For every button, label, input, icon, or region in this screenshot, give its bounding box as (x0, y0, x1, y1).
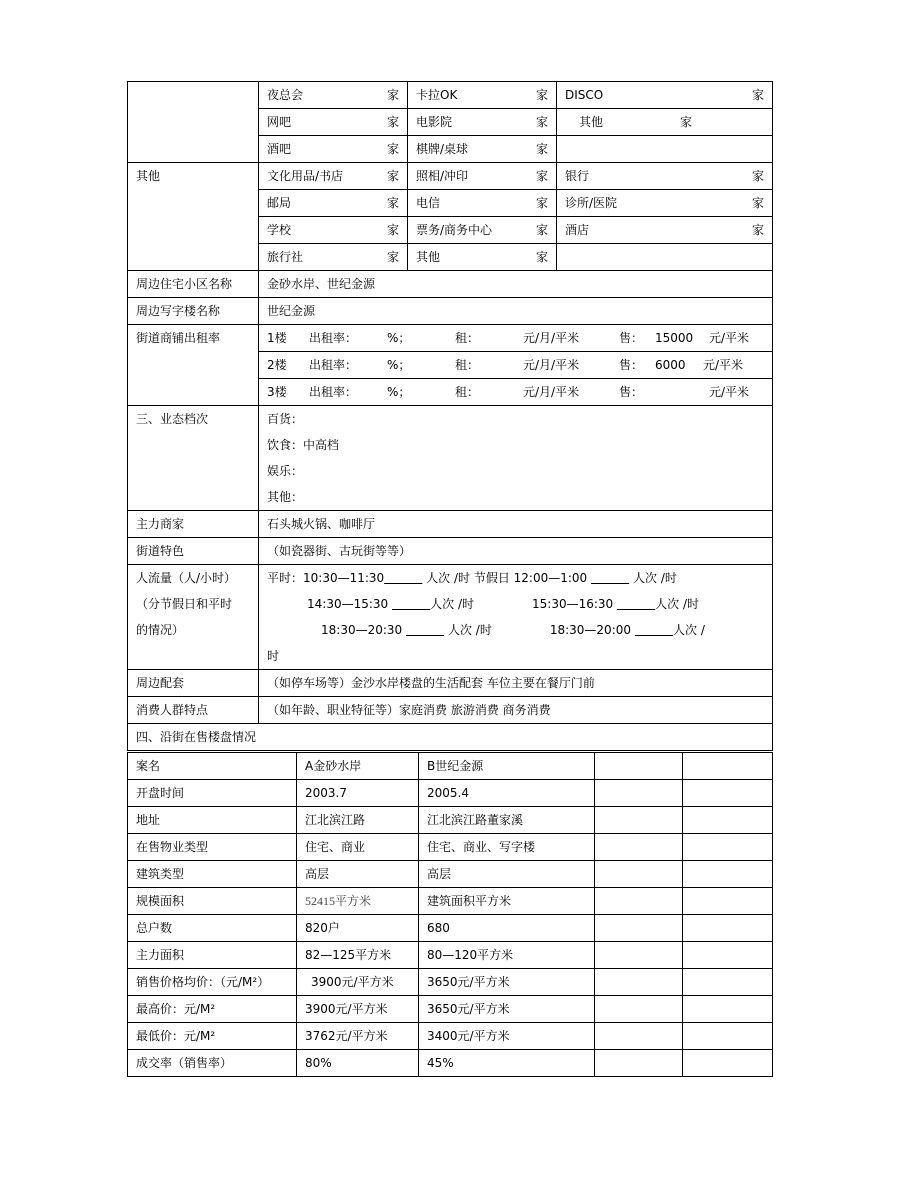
traffic-line (267, 617, 764, 643)
empty-cell (595, 1023, 683, 1050)
pct-label: %； (387, 385, 411, 399)
traffic-line (267, 565, 764, 591)
table-row (128, 888, 773, 915)
shop-rate-label-cell (128, 325, 259, 406)
cell-a: 3900元/平方米 (297, 969, 419, 996)
cell (259, 163, 408, 190)
format-line: 百货： (267, 412, 304, 426)
traffic-text: 人次 / (673, 623, 705, 637)
cell-a: 3762元/平方米 (297, 1023, 419, 1050)
traffic-text: 人次 /时 (633, 571, 677, 585)
row-label: 主力面积 (128, 942, 297, 969)
format-label: 三、业态档次 (136, 412, 209, 426)
empty-cell (595, 915, 683, 942)
traffic-text: 人次 /时 (655, 597, 700, 611)
cell (408, 244, 557, 271)
row-label: 销售价格均价：（元/M²） (128, 969, 297, 996)
empty-cell (683, 969, 773, 996)
traffic-label: 的情况） (136, 623, 185, 637)
cell (557, 244, 773, 271)
table-row (128, 996, 773, 1023)
entertainment-label-cell (128, 82, 259, 163)
street-label: 街道特色 (136, 544, 185, 558)
empty-cell (595, 834, 683, 861)
empty-cell (683, 780, 773, 807)
empty-cell (595, 1050, 683, 1077)
format-line: 其他： (267, 490, 304, 504)
format-line: 娱乐： (267, 464, 304, 478)
traffic-text: 18:30—20:00 (549, 623, 632, 637)
other-ent-label: 其他 (579, 115, 604, 129)
traffic-label-cell (128, 565, 259, 670)
cinema-label: 电影院 (416, 115, 453, 129)
street-value: （如瓷器街、古玩街等等） (267, 544, 412, 558)
unit: 家 (535, 115, 548, 129)
table-row (128, 1023, 773, 1050)
nightclub-label: 夜总会 (267, 88, 304, 102)
row-label: 建筑类型 (128, 861, 297, 888)
merchant-value: 石头城火锅、咖啡厅 (267, 517, 376, 531)
merchant-label-cell (128, 511, 259, 538)
table-row (128, 1050, 773, 1077)
rate-label: 出租率： (309, 331, 358, 345)
projects-table (127, 752, 773, 1077)
empty-cell (683, 915, 773, 942)
table-row (128, 834, 773, 861)
rate-label: 出租率： (309, 358, 358, 372)
empty-cell (683, 1050, 773, 1077)
traffic-text: 平时：10:30—11:30 (267, 571, 385, 585)
format-cell (259, 406, 773, 511)
empty-cell (595, 996, 683, 1023)
travel-label: 旅行社 (267, 250, 304, 264)
cell-a: 高层 (297, 861, 419, 888)
cell (259, 217, 408, 244)
merchant-label: 主力商家 (136, 517, 185, 531)
cell-b: 3650元/平方米 (419, 969, 595, 996)
rent-label: 租： (455, 385, 480, 399)
residential-label-cell (128, 271, 259, 298)
unit: 家 (386, 250, 399, 264)
empty-cell (683, 807, 773, 834)
traffic-text: 人次 /时 (447, 623, 492, 637)
amenities-value-cell (259, 670, 773, 697)
chess-label: 棋牌/桌球 (416, 142, 469, 156)
cell-b: 高层 (419, 861, 595, 888)
office-value: 世纪金源 (267, 304, 316, 318)
photo-label: 照相/冲印 (416, 169, 469, 183)
rent-unit: 元/月/平米 (523, 385, 580, 399)
office-label-cell (128, 298, 259, 325)
unit: 家 (386, 142, 399, 156)
traffic-text: 人次 /时 (430, 597, 475, 611)
bookstore-label: 文化用品/书店 (267, 169, 344, 183)
residential-label: 周边住宅小区名称 (136, 277, 233, 291)
traffic-blank (635, 617, 673, 643)
cell (259, 244, 408, 271)
empty-cell (595, 942, 683, 969)
empty-cell (595, 969, 683, 996)
table-row (128, 942, 773, 969)
survey-table-upper (127, 81, 773, 751)
section-title-cell (128, 724, 773, 751)
empty-cell (683, 753, 773, 780)
price-unit: 元/平米 (703, 358, 744, 372)
other-service-label: 其他 (416, 250, 441, 264)
row-label: 最高价：元/M² (128, 996, 297, 1023)
unit: 家 (535, 169, 548, 183)
sell-label: 售： (619, 385, 644, 399)
traffic-blank (406, 617, 444, 643)
empty-cell (683, 996, 773, 1023)
traffic-line (267, 591, 764, 617)
row-label: 开盘时间 (128, 780, 297, 807)
table-row (128, 753, 773, 780)
unit: 家 (751, 169, 764, 183)
unit: 家 (386, 196, 399, 210)
unit: 家 (535, 142, 548, 156)
post-label: 邮局 (267, 196, 292, 210)
cell-a: 住宅、商业 (297, 834, 419, 861)
traffic-text: 14:30—15:30 (307, 597, 389, 611)
cell (408, 136, 557, 163)
cell (259, 109, 408, 136)
row-label: 地址 (128, 807, 297, 834)
traffic-blank (591, 565, 629, 591)
cell-b: 3650元/平方米 (419, 996, 595, 1023)
section-title: 四、沿街在售楼盘情况 (136, 730, 257, 744)
cell (408, 109, 557, 136)
row-label: 在售物业类型 (128, 834, 297, 861)
residential-value-cell (259, 271, 773, 298)
traffic-text: 18:30—20:30 (321, 623, 403, 637)
unit: 家 (751, 196, 764, 210)
consumers-value: （如年龄、职业特征等）家庭消费 旅游消费 商务消费 (267, 703, 551, 717)
school-label: 学校 (267, 223, 292, 237)
price-unit: 元/平米 (709, 385, 750, 399)
consumers-label: 消费人群特点 (136, 703, 209, 717)
sell-label: 售： (619, 358, 644, 372)
office-label: 周边写字楼名称 (136, 304, 221, 318)
header-cell: 案名 (128, 753, 297, 780)
empty-cell (595, 861, 683, 888)
traffic-label: 人流量（人/小时） (136, 571, 237, 585)
amenities-value: （如停车场等）金沙水岸楼盘的生活配套 车位主要在餐厅门前 (267, 676, 595, 690)
empty-cell (683, 861, 773, 888)
office-value-cell (259, 298, 773, 325)
cell (557, 82, 773, 109)
amenities-label: 周边配套 (136, 676, 185, 690)
floor-label: 3楼 (267, 385, 287, 399)
bar-label: 酒吧 (267, 142, 292, 156)
karaoke-label: 卡拉OK (416, 88, 458, 102)
traffic-blank (392, 591, 430, 617)
bank-label: 银行 (565, 169, 590, 183)
amenities-label-cell (128, 670, 259, 697)
disco-label: DISCO (565, 88, 604, 102)
row-label: 总户数 (128, 915, 297, 942)
cell-a: 2003.7 (297, 780, 419, 807)
shop-rate-cell (259, 325, 773, 406)
format-label-cell (128, 406, 259, 511)
cell (557, 136, 773, 163)
street-value-cell (259, 538, 773, 565)
empty-cell (683, 1023, 773, 1050)
table-row (128, 861, 773, 888)
price-unit: 元/平米 (709, 331, 750, 345)
cell (259, 136, 408, 163)
rent-unit: 元/月/平米 (523, 358, 580, 372)
cell (557, 163, 773, 190)
unit: 家 (386, 88, 399, 102)
cell-b: 2005.4 (419, 780, 595, 807)
cell (557, 109, 773, 136)
price-value: 6000 (655, 358, 686, 372)
empty-cell (595, 753, 683, 780)
table-row (128, 807, 773, 834)
street-label-cell (128, 538, 259, 565)
cell-b: 680 (419, 915, 595, 942)
row-label: 规模面积 (128, 888, 297, 915)
empty-cell (595, 780, 683, 807)
row-label: 最低价：元/M² (128, 1023, 297, 1050)
rent-label: 租： (455, 358, 480, 372)
other-label-cell (128, 163, 259, 271)
rent-label: 租： (455, 331, 480, 345)
table-row (128, 780, 773, 807)
cell (259, 190, 408, 217)
cell-b: 45% (419, 1050, 595, 1077)
cell-a: 80% (297, 1050, 419, 1077)
floor-label: 2楼 (267, 358, 287, 372)
cell-a: 82—125平方米 (297, 942, 419, 969)
clinic-label: 诊所/医院 (565, 196, 618, 210)
shop-rate-label: 街道商铺出租率 (136, 331, 221, 345)
unit: 家 (751, 223, 764, 237)
residential-value: 金砂水岸、世纪金源 (267, 277, 376, 291)
cell (557, 217, 773, 244)
cell-a: 820户 (297, 915, 419, 942)
cell-a: 52415平方米 (297, 888, 419, 915)
floor-label: 1楼 (267, 331, 287, 345)
cell-a: 3900元/平方米 (297, 996, 419, 1023)
cell (408, 217, 557, 244)
unit: 家 (535, 88, 548, 102)
other-label: 其他 (136, 169, 161, 183)
cell-b: 80—120平方米 (419, 942, 595, 969)
cell-b: 江北滨江路董家溪 (419, 807, 595, 834)
hotel-label: 酒店 (565, 223, 590, 237)
empty-cell (683, 942, 773, 969)
table-row (128, 915, 773, 942)
cell-b: 住宅、商业、写字楼 (419, 834, 595, 861)
cell (408, 190, 557, 217)
traffic-blank (617, 591, 655, 617)
cell (408, 82, 557, 109)
unit: 家 (535, 223, 548, 237)
table-row (128, 969, 773, 996)
empty-cell (683, 834, 773, 861)
unit: 家 (386, 115, 399, 129)
unit: 家 (535, 196, 548, 210)
pct-label: %； (387, 331, 411, 345)
unit: 家 (535, 250, 548, 264)
telecom-label: 电信 (416, 196, 441, 210)
cell (259, 82, 408, 109)
cell-b: 3400元/平方米 (419, 1023, 595, 1050)
shop-rate-row (259, 351, 772, 378)
shop-rate-row (267, 325, 764, 351)
consumers-label-cell (128, 697, 259, 724)
traffic-line: 时 (267, 649, 280, 663)
traffic-blank (384, 565, 422, 591)
header-cell: B世纪金源 (419, 753, 595, 780)
cell-a: 江北滨江路 (297, 807, 419, 834)
rate-label: 出租率： (309, 385, 358, 399)
unit: 家 (386, 223, 399, 237)
traffic-text: 15:30—16:30 (532, 597, 614, 611)
unit: 家 (679, 115, 692, 129)
row-label: 成交率（销售率） (128, 1050, 297, 1077)
shop-rate-row (259, 378, 772, 405)
consumers-value-cell (259, 697, 773, 724)
ticket-label: 票务/商务中心 (416, 223, 493, 237)
empty-cell (595, 807, 683, 834)
unit: 家 (751, 88, 764, 102)
traffic-text: 人次 /时 节假日 12:00—1:00 (426, 571, 588, 585)
unit: 家 (386, 169, 399, 183)
empty-cell (595, 888, 683, 915)
cell-b: 建筑面积平方米 (419, 888, 595, 915)
empty-cell (683, 888, 773, 915)
pct-label: %； (387, 358, 411, 372)
netcafe-label: 网吧 (267, 115, 292, 129)
cell (557, 190, 773, 217)
price-value: 15000 (655, 331, 694, 345)
header-cell: A金砂水岸 (297, 753, 419, 780)
traffic-label: （分节假日和平时 (136, 597, 233, 611)
sell-label: 售： (619, 331, 644, 345)
cell (408, 163, 557, 190)
format-line: 饮食：中高档 (267, 438, 340, 452)
traffic-cell (259, 565, 773, 670)
merchant-value-cell (259, 511, 773, 538)
rent-unit: 元/月/平米 (523, 331, 580, 345)
